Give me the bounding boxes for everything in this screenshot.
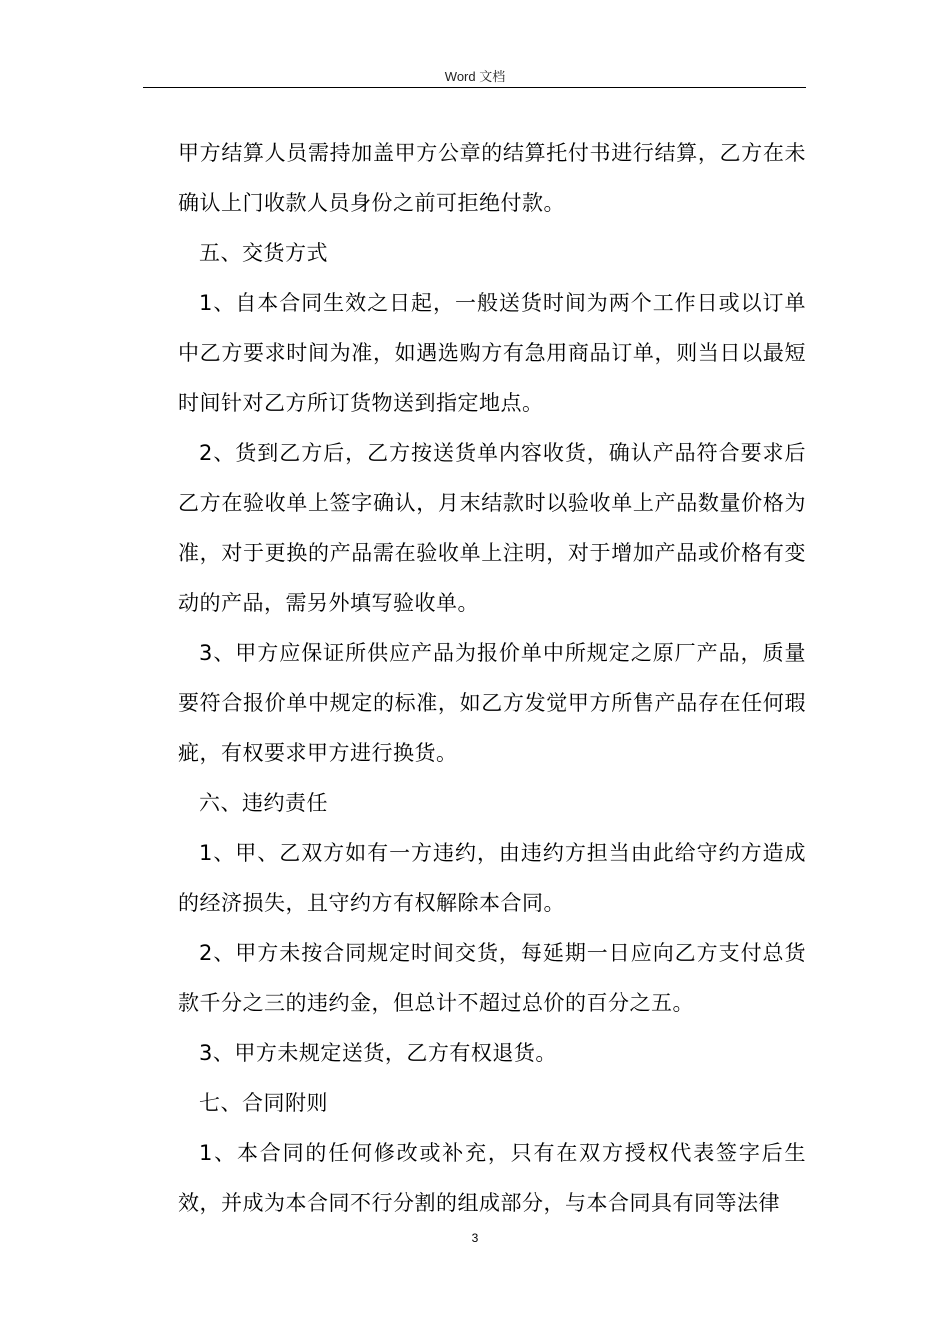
paragraph-delivery-1: 1、自本合同生效之日起，一般送货时间为两个工作日或以订单中乙方要求时间为准，如遇选购方有急用商品订单，则当日以最短时间针对乙方所订货物送到指定地点。	[178, 291, 806, 415]
header-divider	[143, 87, 806, 88]
paragraph-delivery-2: 2、货到乙方后，乙方按送货单内容收货，确认产品符合要求后乙方在验收单上签字确认，月末结款时以验收单上产品数量价格为准，对于更换的产品需在验收单上注明，对于增加产品或价格有变动的产品，需另外填写验收单。	[178, 441, 806, 615]
document-body	[178, 128, 806, 1228]
paragraph-appendix-1: 1、本合同的任何修改或补充，只有在双方授权代表签字后生效，并成为本合同不行分割的组成部分，与本合同具有同等法律	[178, 1141, 806, 1215]
page-header-label: Word 文档	[444, 69, 506, 84]
paragraph-liability-1: 1、甲、乙双方如有一方违约，由违约方担当由此给守约方造成的经济损失，且守约方有权解除本合同。	[178, 841, 806, 915]
section-heading-liability: 六、违约责任	[199, 791, 328, 815]
section-heading-appendix: 七、合同附则	[199, 1091, 328, 1115]
paragraph-delivery-3: 3、甲方应保证所供应产品为报价单中所规定之原厂产品，质量要符合报价单中规定的标准，如乙方发觉甲方所售产品存在任何瑕疵，有权要求甲方进行换货。	[178, 641, 806, 765]
paragraph-settlement: 甲方结算人员需持加盖甲方公章的结算托付书进行结算，乙方在未确认上门收款人员身份之前可拒绝付款。	[178, 141, 806, 215]
paragraph-liability-3: 3、甲方未规定送货，乙方有权退货。	[199, 1041, 557, 1065]
page-number: 3	[471, 1231, 479, 1245]
paragraph-liability-2: 2、甲方未按合同规定时间交货，每延期一日应向乙方支付总货款千分之三的违约金，但总计不超过总价的百分之五。	[178, 941, 806, 1015]
section-heading-delivery: 五、交货方式	[199, 241, 328, 265]
